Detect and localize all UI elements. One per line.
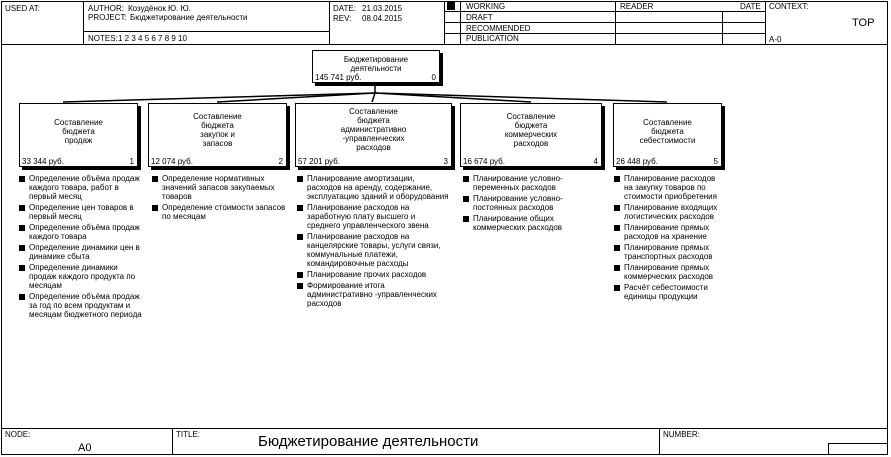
bullet-icon: [297, 205, 303, 211]
node-title: Составление бюджета закупок и запасов: [193, 112, 242, 148]
rev-label: REV:: [333, 14, 352, 23]
context-value: TOP: [852, 17, 875, 29]
node-admin-budget[interactable]: [295, 103, 452, 167]
list-item: Планирование амортизации, расходов на аренду, содержание, эксплуатацию зданий и оборудования: [295, 174, 450, 201]
node-commercial-budget[interactable]: [460, 103, 602, 167]
list-item: Планирование расходов на канцелярские товары, услуги связи, коммунальные платежи, командировочные расходы: [295, 232, 450, 268]
list-item: Определение динамики цен в динамике сбыта: [17, 243, 142, 261]
bullet-icon: [614, 176, 620, 182]
bullet-icon: [19, 176, 25, 182]
list-item: Определение объёма продаж каждого товара: [17, 223, 142, 241]
bullet-icon: [297, 176, 303, 182]
list-item: Планирование прямых транспортных расходов: [612, 243, 724, 261]
node-title: Составление бюджета коммерческих расходов: [504, 112, 558, 148]
list-item: Определение цен товаров в первый месяц: [17, 203, 142, 221]
list-item: Формирование итога административно -управленческих расходов: [295, 281, 450, 308]
node-root-title: Бюджетирование деятельности: [343, 55, 409, 73]
footer-title: Бюджетирование деятельности: [258, 433, 479, 450]
list-item: Планирование расходов на закупку товаров по стоимости приобретения: [612, 174, 724, 201]
list-item: Определение нормативных значений запасов закупаемых товаров: [150, 174, 290, 201]
node-value: A0: [78, 442, 92, 454]
list-item: Определение объёма продаж каждого товара, работ в первый месяц: [17, 174, 142, 201]
list-item: Планирование расходов на заработную плату высшего и среднего управленческого звена: [295, 203, 450, 230]
node-number: 4: [593, 157, 598, 166]
list-item: Планирование прямых коммерческих расходов: [612, 263, 724, 281]
node-number: 2: [278, 157, 283, 166]
node-purchases-budget[interactable]: [148, 103, 287, 167]
bullet-icon: [19, 265, 25, 271]
notes-value: 1 2 3 4 5 6 7 8 9 10: [118, 34, 187, 43]
bullet-icon: [614, 245, 620, 251]
node-cost: 57 201 руб.: [298, 157, 340, 166]
date-label: DATE:: [333, 4, 356, 13]
used-at-label: USED AT:: [5, 4, 40, 13]
author-label: AUTHOR:: [88, 4, 124, 13]
bullet-icon: [19, 205, 25, 211]
list-item: Расчёт себестоимости единицы продукции: [612, 283, 724, 301]
list-item: Планирование общих коммерческих расходов: [461, 214, 604, 232]
items-list-purchases: [150, 174, 290, 223]
items-list-cost: [612, 174, 724, 303]
project-label: PROJECT:: [88, 13, 127, 22]
items-list-admin: [295, 174, 450, 310]
list-item: Планирование входящих логистических расходов: [612, 203, 724, 221]
node-root[interactable]: [312, 50, 440, 83]
bullet-icon: [614, 225, 620, 231]
bullet-icon: [463, 176, 469, 182]
node-root-cost: 145 741 руб.: [315, 73, 362, 82]
bullet-icon: [614, 205, 620, 211]
reader-date-label: DATE: [740, 2, 761, 11]
list-item: Планирование прямых расходов на хранение: [612, 223, 724, 241]
items-list-commercial: [461, 174, 604, 234]
list-item: Планирование условно-переменных расходов: [461, 174, 604, 192]
bullet-icon: [19, 245, 25, 251]
bullet-icon: [297, 272, 303, 278]
reader-label: READER: [620, 2, 654, 11]
node-number: 3: [443, 157, 448, 166]
title-label: TITLE:: [176, 430, 201, 439]
bullet-icon: [463, 216, 469, 222]
node-root-number: 0: [431, 73, 436, 82]
status-publication: PUBLICATION: [466, 34, 519, 43]
node-title: Составление бюджета себестоимости: [639, 118, 696, 145]
project-value: Бюджетирование деятельности: [130, 13, 248, 22]
rev-value: 08.04.2015: [362, 14, 403, 23]
list-item: Планирование условно-постоянных расходов: [461, 194, 604, 212]
node-cost-budget[interactable]: [613, 103, 722, 167]
bullet-icon: [19, 225, 25, 231]
node-number: 5: [713, 157, 718, 166]
list-item: Определение стоимости запасов по месяцам: [150, 203, 290, 221]
date-value: 21.03.2015: [362, 4, 403, 13]
bullet-icon: [614, 265, 620, 271]
context-label: CONTEXT:: [769, 2, 809, 11]
node-title: Составление бюджета продаж: [54, 118, 103, 145]
bullet-icon: [463, 196, 469, 202]
list-item: Определение динамики продаж каждого продукта по месяцам: [17, 263, 142, 290]
bullet-icon: [19, 294, 25, 300]
bullet-icon: [152, 176, 158, 182]
status-working: WORKING: [466, 2, 506, 11]
node-cost: 26 448 руб.: [616, 157, 658, 166]
bullet-icon: [152, 205, 158, 211]
node-cost: 12 074 руб.: [151, 157, 193, 166]
number-label: NUMBER:: [663, 430, 700, 439]
node-sales-budget[interactable]: [19, 103, 138, 167]
author-value: Козудёнок Ю. Ю.: [128, 4, 191, 13]
status-draft: DRAFT: [466, 13, 493, 22]
node-cost: 33 344 руб.: [22, 157, 64, 166]
bullet-icon: [297, 283, 303, 289]
list-item: Определение объёма продаж за год по всем продуктам и месяцам бюджетного периода: [17, 292, 142, 319]
status-recommended: RECOMMENDED: [466, 24, 531, 33]
list-item: Планирование прочих расходов: [295, 270, 450, 279]
items-list-sales: [17, 174, 142, 321]
notes-label: NOTES:: [88, 34, 118, 43]
node-ref: A-0: [769, 35, 782, 44]
node-cost: 16 674 руб.: [463, 157, 505, 166]
node-title: Составление бюджета административно -управленческих расходов: [340, 107, 407, 152]
bullet-icon: [614, 285, 620, 291]
node-label: NODE:: [5, 430, 31, 439]
node-number: 1: [129, 157, 134, 166]
bullet-icon: [297, 234, 303, 240]
